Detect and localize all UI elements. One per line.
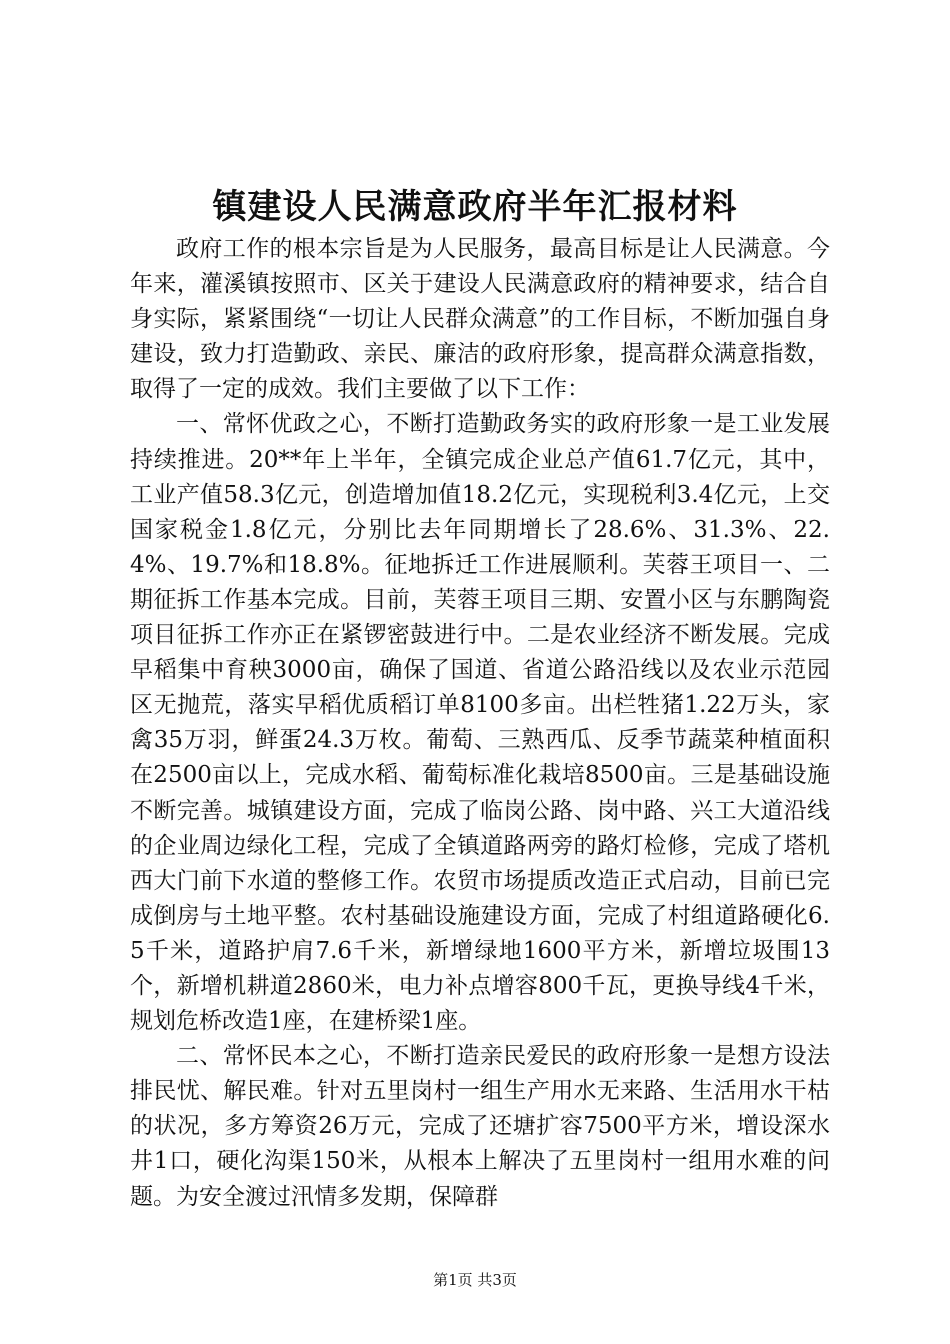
document-body bbox=[130, 232, 830, 1215]
paragraph-intro: 政府工作的根本宗旨是为人民服务，最高目标是让人民满意。今年来，灌溪镇按照市、区关于建设人民满意政府的精神要求，结合自身实际，紧紧围绕“一切让人民群众满意”的工作目标，不断加强自身建设，致力打造勤政、亲民、廉洁的政府形象，提高群众满意指数，取得了一定的成效。我们主要做了以下工作： bbox=[130, 236, 830, 403]
document-title: 镇建设人民满意政府半年汇报材料 bbox=[212, 187, 738, 227]
paragraph-section-1: 一、常怀优政之心，不断打造勤政务实的政府形象一是工业发展持续推进。20**年上半年，全镇完成企业总产值61.7亿元，其中，工业产值58.3亿元，创造增加值18.2亿元，实现税利3.4亿元，上交国家税金1.8亿元，分别比去年同期增长了28.6%、31.3%、22.4%、19.7%和18.8%。征地拆迁工作进展顺利。芙蓉王项目一、二期征拆工作基本完成。目前，芙蓉王项目三期、安置小区与东鹏陶瓷项目征拆工作亦正在紧锣密鼓进行中。二是农业经济不断发展。完成早稻集中育秧3000亩，确保了国道、省道公路沿线以及农业示范园区无抛荒，落实早稻优质稻订单8100多亩。出栏牲猪1.22万头，家禽35万羽，鲜蛋24.3万枚。葡萄、三熟西瓜、反季节蔬菜种植面积在2500亩以上，完成水稻、葡萄标准化栽培8500亩。三是基础设施不断完善。城镇建设方面，完成了临岗公路、岗中路、兴工大道沿线的企业周边绿化工程，完成了全镇道路两旁的路灯检修，完成了塔机西大门前下水道的整修工作。农贸市场提质改造正式启动，目前已完成倒房与土地平整。农村基础设施建设方面，完成了村组道路硬化6.5千米，道路护肩7.6千米，新增绿地1600平方米，新增垃圾围13个，新增机耕道2860米，电力补点增容800千瓦，更换导线4千米，规划危桥改造1座，在建桥梁1座。 bbox=[130, 411, 830, 1035]
paragraph-section-2: 二、常怀民本之心，不断打造亲民爱民的政府形象一是想方设法排民忧、解民难。针对五里岗村一组生产用水无来路、生活用水干枯的状况，多方筹资26万元，完成了还塘扩容7500平方米，增设深水井1口，硬化沟渠150米，从根本上解决了五里岗村一组用水难的问题。为安全渡过汛情多发期，保障群 bbox=[130, 1043, 830, 1210]
page-number-footer: 第1页 共3页 bbox=[433, 1271, 517, 1289]
